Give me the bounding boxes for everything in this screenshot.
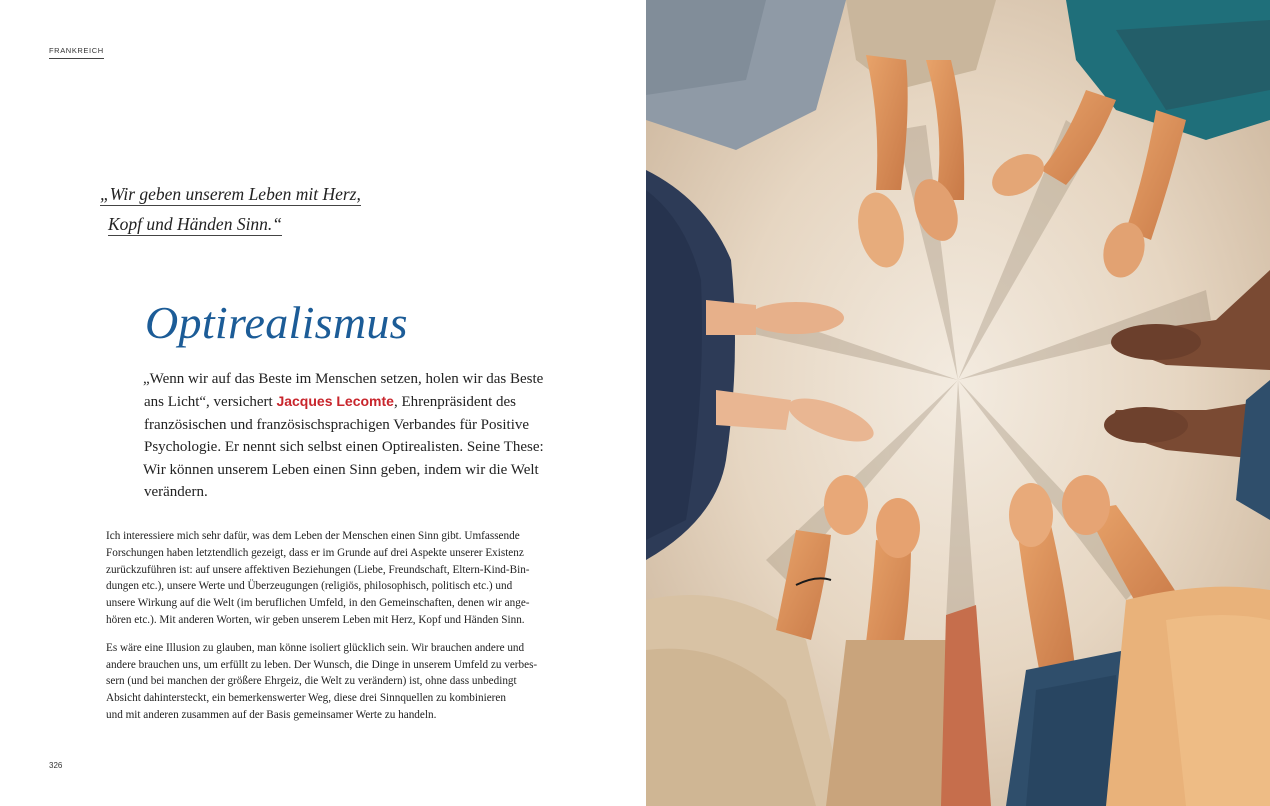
- body-paragraph-1: [106, 528, 556, 629]
- body-line: Absicht dahintersteckt, ein bemerkenswerter Weg, diese drei Sinnquellen zu kombinieren: [106, 692, 506, 705]
- body-paragraph-2: [106, 640, 556, 724]
- lead-line: [143, 390, 553, 413]
- lead-line: Psychologie. Er nennt sich selbst einen Optirealisten. Seine These:: [144, 439, 544, 456]
- body-line: unsere Wirkung auf die Welt (im beruflichen Umfeld, in den Gemeinschaften, denen wir ange-: [106, 597, 530, 610]
- pull-quote-line-2: Kopf und Händen Sinn.“: [108, 214, 283, 234]
- body-line: zurückzuführen ist: auf unsere affektiven Beziehungen (Liebe, Freundschaft, Eltern-Kind-Bin-: [106, 563, 530, 576]
- feet-circle-photo: [646, 0, 1270, 806]
- body-line: hören etc.). Mit anderen Worten, wir geben unserem Leben mit Herz, Kopf und Händen Sinn.: [106, 613, 525, 626]
- body-line: Es wäre eine Illusion zu glauben, man könne isoliert glücklich sein. Wir brauchen andere und: [106, 641, 525, 654]
- body-line: sern (und bei manchen der größere Ehrgeiz, die Welt zu verändern) ist, ohne dass unbedingt: [106, 675, 517, 688]
- body-line: Ich interessiere mich sehr dafür, was dem Leben der Menschen einen Sinn gibt. Umfassende: [106, 530, 520, 542]
- pull-quote-line-1: „Wir geben unserem Leben mit Herz,: [100, 184, 361, 204]
- lead-line: französischen und französischsprachigen Verbandes für Positive: [144, 416, 530, 433]
- lead-line: Wir können unserem Leben einen Sinn geben, indem wir die Welt: [143, 461, 539, 478]
- article-headline: Optirealismus: [145, 297, 408, 348]
- body-line: dungen etc.), unsere Werte und Überzeugungen (religiös, philosophisch, politisch etc.) und: [106, 580, 513, 593]
- body-line: andere brauchen uns, um erfüllt zu leben. Der Wunsch, die Dinge in unserem Umfeld zu verbes-: [106, 658, 538, 671]
- body-text: [106, 528, 556, 724]
- section-label: FRANKREICH: [49, 46, 104, 59]
- lead-paragraph: [143, 368, 553, 503]
- lead-line: verändern.: [144, 484, 208, 501]
- photo-illustration: [646, 0, 1270, 806]
- body-line: Forschungen haben letztendlich gezeigt, dass er im Grunde auf drei Aspekte unserer Existenz: [106, 546, 524, 559]
- page-number: 326: [49, 761, 63, 770]
- pull-quote: [100, 181, 360, 241]
- lead-text: , Ehrenpräsident des: [393, 394, 516, 411]
- person-name-highlight: Jacques Lecomte: [276, 393, 394, 410]
- lead-text: ans Licht“, versichert: [144, 394, 277, 411]
- lead-line: „Wenn wir auf das Beste im Menschen setzen, holen wir das Beste: [143, 371, 544, 387]
- body-line: und mit anderen zusammen auf der Basis gemeinsamer Werte zu handeln.: [106, 708, 437, 721]
